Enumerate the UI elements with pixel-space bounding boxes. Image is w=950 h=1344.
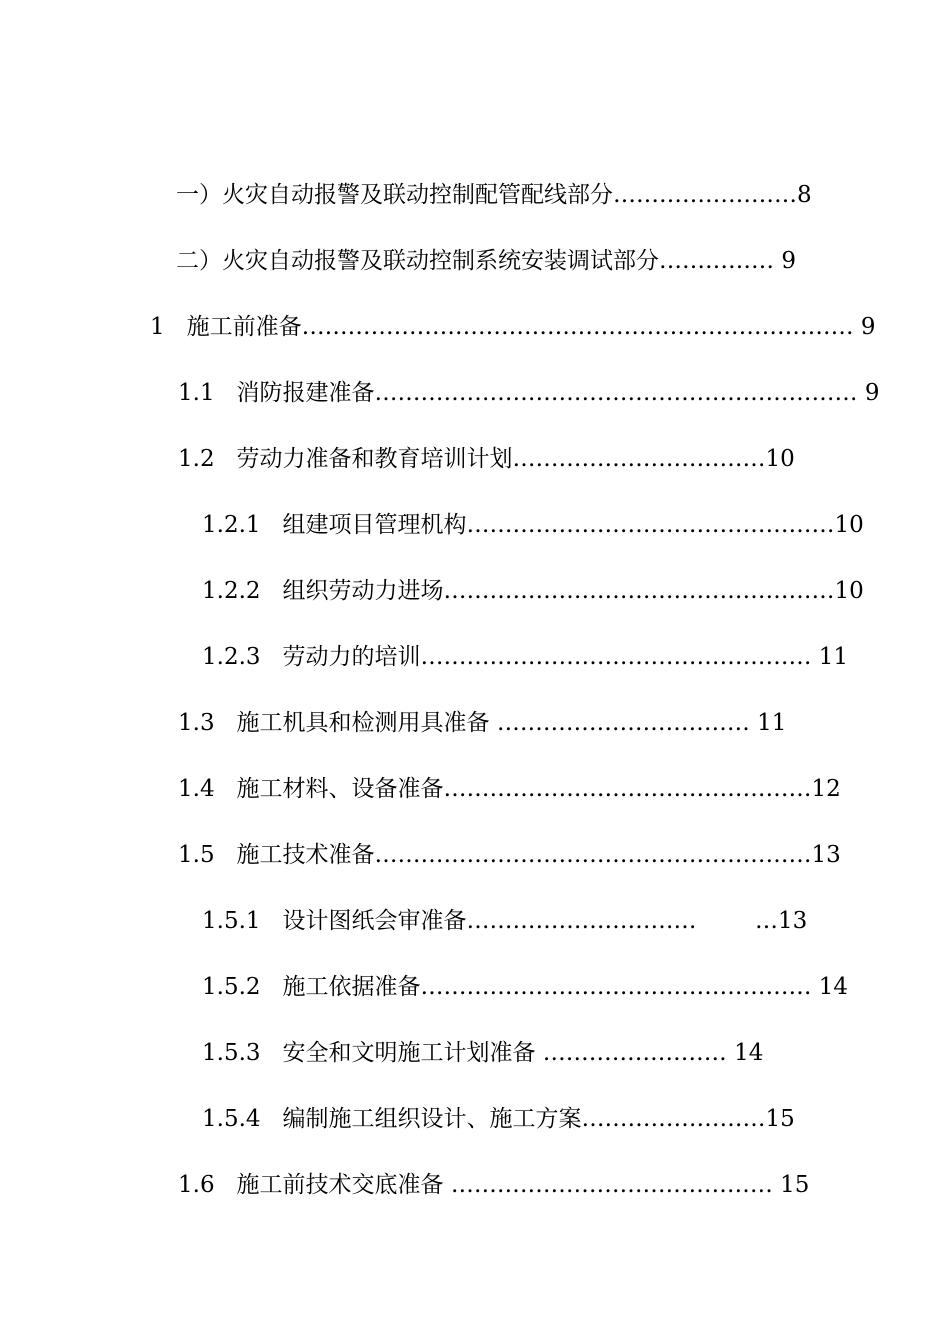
toc-entry[interactable] xyxy=(202,576,864,606)
toc-entry-page: 10 xyxy=(765,446,795,472)
toc-entry-leader: …………………………………………… xyxy=(443,578,835,604)
toc-entry-title: 编制施工组织设计、施工方案 xyxy=(282,1106,582,1132)
toc-entry[interactable] xyxy=(150,312,876,342)
toc-entry-number: 1.2.2 xyxy=(202,578,283,604)
toc-entry-leader: ………………………… … xyxy=(466,908,778,934)
toc-entry-title: 消防报建准备 xyxy=(236,380,375,406)
toc-entry-number: 1.5 xyxy=(178,842,237,868)
toc-entry-number: 1.2.3 xyxy=(202,644,283,670)
toc-entry-page: 15 xyxy=(780,1172,810,1198)
toc-entry[interactable] xyxy=(178,378,879,408)
toc-entry[interactable] xyxy=(176,246,796,276)
toc-entry-leader: …………………………………………… xyxy=(420,974,819,1000)
toc-entry-leader: …………………………… xyxy=(512,446,766,472)
toc-entry-number: 1.4 xyxy=(178,776,237,802)
toc-entry-number: 1.1 xyxy=(178,380,237,406)
toc-entry-leader: …………………………… xyxy=(489,710,758,736)
toc-entry-title: 施工技术准备 xyxy=(236,842,375,868)
toc-entry[interactable] xyxy=(202,1104,795,1134)
toc-entry-leader: …………………… xyxy=(535,1040,735,1066)
toc-entry-leader: ……………………………………………………………… xyxy=(301,314,861,340)
toc-entry-page: 14 xyxy=(734,1040,764,1066)
toc-entry-page: 14 xyxy=(818,974,849,1000)
toc-entry[interactable] xyxy=(202,906,807,936)
toc-entry-number: 1 xyxy=(150,314,187,340)
toc-entry-title: 施工材料、设备准备 xyxy=(236,776,444,802)
toc-entry-number: 1.2.1 xyxy=(202,512,283,538)
toc-entry-number: 1.5.3 xyxy=(202,1040,283,1066)
toc-entry-page: 11 xyxy=(818,644,849,670)
toc-entry-title: 安全和文明施工计划准备 xyxy=(282,1040,536,1066)
toc-entry-page: 9 xyxy=(860,314,876,340)
toc-entry-number: 一） xyxy=(176,182,222,208)
toc-entry-leader: …………………… xyxy=(581,1106,766,1132)
toc-entry-number: 1.2 xyxy=(178,446,237,472)
toc-entry[interactable] xyxy=(178,840,841,870)
toc-entry-leader: ………………………………………… xyxy=(466,512,835,538)
toc-entry-leader: …………………………………………… xyxy=(420,644,819,670)
toc-entry-page: 13 xyxy=(811,842,841,868)
toc-entry-title: 设计图纸会审准备 xyxy=(282,908,467,934)
toc-entry-page: 9 xyxy=(781,248,796,274)
toc-entry[interactable] xyxy=(202,642,848,672)
toc-entry-page: 9 xyxy=(864,380,880,406)
toc-entry-leader: …………………… xyxy=(613,182,797,208)
toc-entry-page: 10 xyxy=(834,512,864,538)
toc-entry-title: 劳动力的培训 xyxy=(282,644,421,670)
toc-entry[interactable] xyxy=(178,774,841,804)
toc-entry-leader: ………………………………………… xyxy=(443,776,812,802)
toc-entry-page: 11 xyxy=(757,710,787,736)
toc-entry-title: 施工前技术交底准备 xyxy=(236,1172,444,1198)
toc-entry[interactable] xyxy=(202,1038,763,1068)
toc-entry-title: 火灾自动报警及联动控制系统安装调试部分 xyxy=(222,248,659,274)
toc-entry-number: 1.5.2 xyxy=(202,974,283,1000)
toc-entry-title: 组织劳动力进场 xyxy=(282,578,444,604)
toc-entry[interactable] xyxy=(178,1170,809,1200)
toc-entry-number: 1.5.4 xyxy=(202,1106,283,1132)
toc-entry-title: 施工机具和检测用具准备 xyxy=(236,710,490,736)
toc-entry-page: 8 xyxy=(797,182,812,208)
toc-entry-leader: …………………………………… xyxy=(443,1172,781,1198)
toc-entry[interactable] xyxy=(178,444,795,474)
toc-entry-title: 组建项目管理机构 xyxy=(282,512,467,538)
toc-entry-number: 1.6 xyxy=(178,1172,237,1198)
toc-entry[interactable] xyxy=(176,180,812,210)
toc-entry[interactable] xyxy=(178,708,786,738)
toc-entry-title: 施工依据准备 xyxy=(282,974,421,1000)
toc-entry[interactable] xyxy=(202,972,848,1002)
toc-entry-number: 1.3 xyxy=(178,710,237,736)
toc-entry-page: 13 xyxy=(777,908,808,934)
toc-entry-leader: ………………………………………………… xyxy=(374,842,812,868)
toc-entry-title: 劳动力准备和教育培训计划 xyxy=(236,446,513,472)
toc-entry-leader: …………… xyxy=(659,248,782,274)
toc-entry-leader: ……………………………………………………… xyxy=(374,380,865,406)
toc-entry-page: 10 xyxy=(834,578,864,604)
toc-entry-title: 火灾自动报警及联动控制配管配线部分 xyxy=(222,182,613,208)
toc-entry[interactable] xyxy=(202,510,864,540)
toc-entry-page: 15 xyxy=(765,1106,795,1132)
toc-entry-page: 12 xyxy=(811,776,841,802)
toc-entry-number: 1.5.1 xyxy=(202,908,283,934)
toc-entry-number: 二） xyxy=(176,248,222,274)
toc-entry-title: 施工前准备 xyxy=(186,314,302,340)
